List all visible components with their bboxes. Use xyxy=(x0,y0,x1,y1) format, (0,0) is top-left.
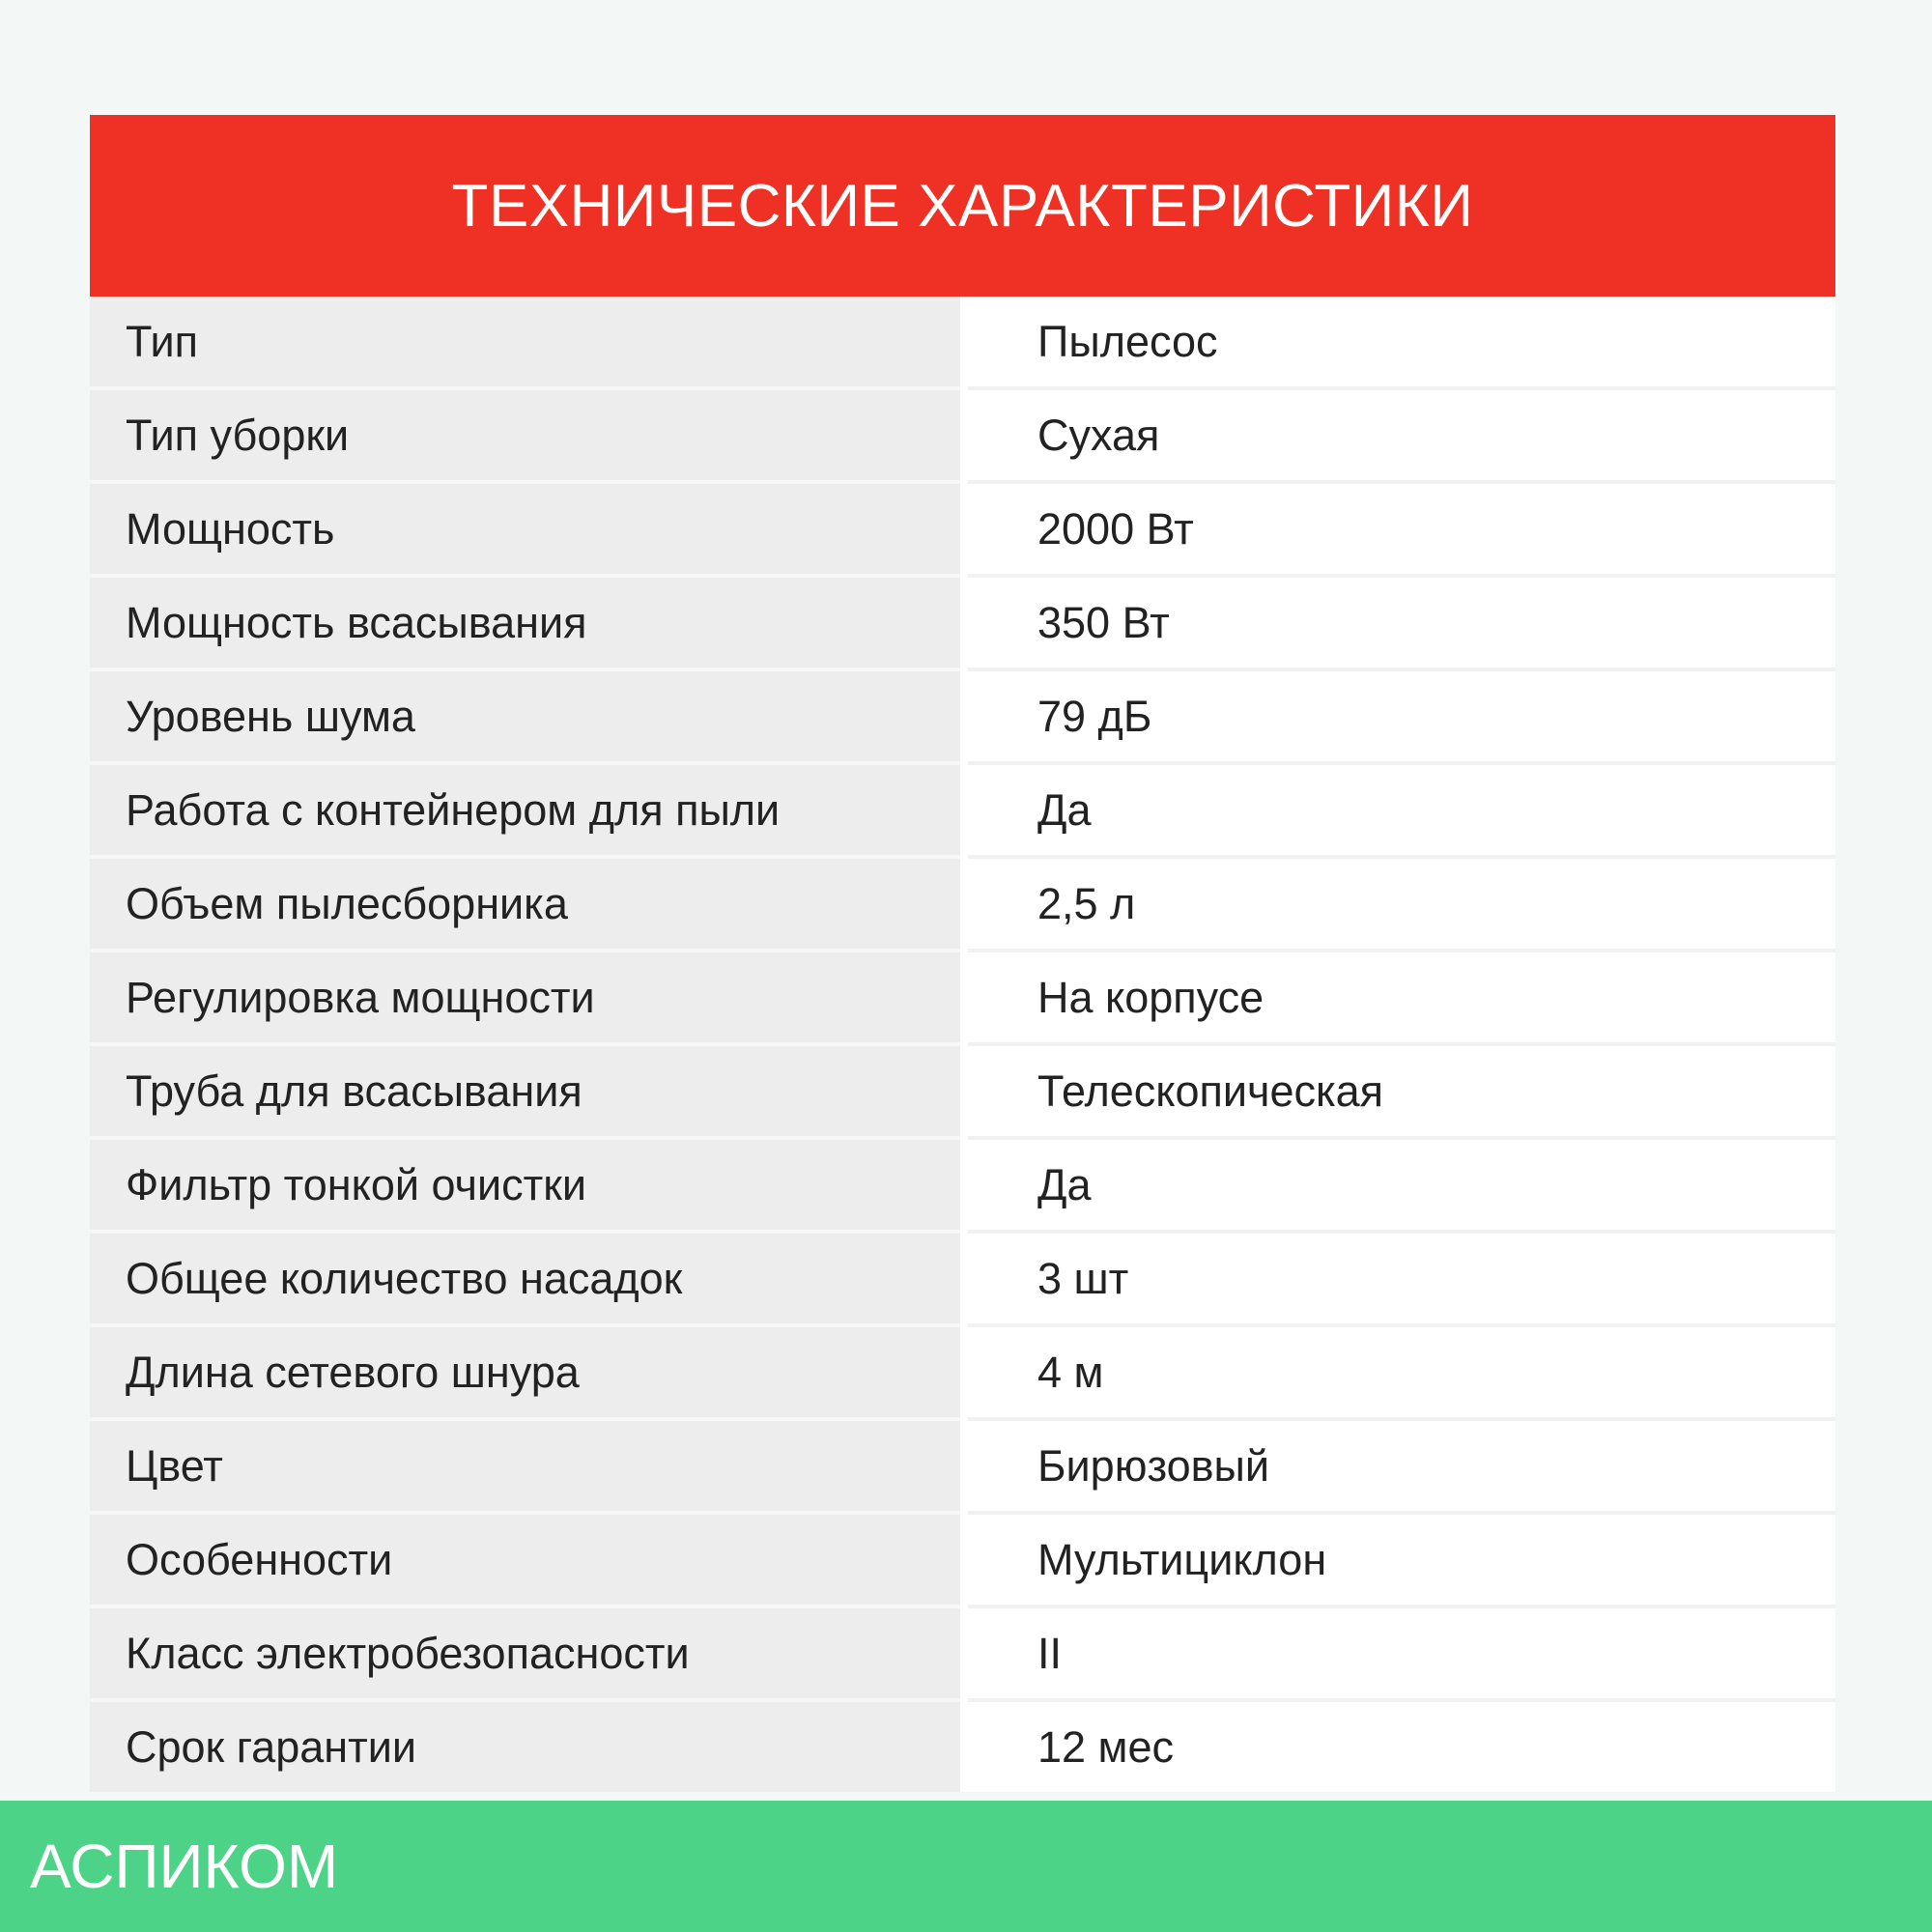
spec-label: Работа с контейнером для пыли xyxy=(90,763,964,857)
spec-label: Тип xyxy=(90,297,964,388)
spec-label: Длина сетевого шнура xyxy=(90,1325,964,1419)
spec-label: Цвет xyxy=(90,1419,964,1513)
brand-name: АСПИКОМ xyxy=(30,1832,339,1901)
spec-row xyxy=(90,857,1835,951)
spec-row xyxy=(90,669,1835,763)
spec-row xyxy=(90,1700,1835,1792)
spec-label: Общее количество насадок xyxy=(90,1232,964,1325)
spec-row xyxy=(90,951,1835,1044)
spec-row xyxy=(90,1325,1835,1419)
spec-value: Телескопическая xyxy=(964,1044,1835,1138)
footer-bar xyxy=(0,1801,1932,1932)
spec-label: Мощность всасывания xyxy=(90,576,964,669)
spec-row xyxy=(90,1138,1835,1232)
spec-card xyxy=(90,115,1835,1792)
spec-label: Регулировка мощности xyxy=(90,951,964,1044)
spec-value: 2000 Вт xyxy=(964,482,1835,576)
spec-value: Пылесос xyxy=(964,297,1835,388)
spec-label: Класс электробезопасности xyxy=(90,1606,964,1700)
page-title: ТЕХНИЧЕСКИЕ ХАРАКТЕРИСТИКИ xyxy=(451,172,1474,240)
spec-value: Да xyxy=(964,763,1835,857)
spec-row xyxy=(90,297,1835,388)
spec-row xyxy=(90,388,1835,482)
spec-value: 4 м xyxy=(964,1325,1835,1419)
spec-header xyxy=(90,115,1835,297)
spec-row xyxy=(90,763,1835,857)
spec-value: Бирюзовый xyxy=(964,1419,1835,1513)
spec-value: II xyxy=(964,1606,1835,1700)
spec-value: 350 Вт xyxy=(964,576,1835,669)
spec-label: Тип уборки xyxy=(90,388,964,482)
spec-table xyxy=(90,297,1835,1792)
spec-row xyxy=(90,576,1835,669)
spec-row xyxy=(90,1044,1835,1138)
spec-label: Особенности xyxy=(90,1513,964,1606)
spec-value: Сухая xyxy=(964,388,1835,482)
spec-label: Труба для всасывания xyxy=(90,1044,964,1138)
spec-value: На корпусе xyxy=(964,951,1835,1044)
spec-row xyxy=(90,1513,1835,1606)
spec-label: Фильтр тонкой очистки xyxy=(90,1138,964,1232)
spec-value: 3 шт xyxy=(964,1232,1835,1325)
spec-value: 12 мес xyxy=(964,1700,1835,1792)
spec-row xyxy=(90,1419,1835,1513)
spec-label: Уровень шума xyxy=(90,669,964,763)
spec-label: Мощность xyxy=(90,482,964,576)
spec-label: Срок гарантии xyxy=(90,1700,964,1792)
spec-row xyxy=(90,482,1835,576)
spec-value: Мультициклон xyxy=(964,1513,1835,1606)
spec-label: Объем пылесборника xyxy=(90,857,964,951)
spec-row xyxy=(90,1606,1835,1700)
spec-value: 79 дБ xyxy=(964,669,1835,763)
spec-value: Да xyxy=(964,1138,1835,1232)
spec-row xyxy=(90,1232,1835,1325)
spec-value: 2,5 л xyxy=(964,857,1835,951)
